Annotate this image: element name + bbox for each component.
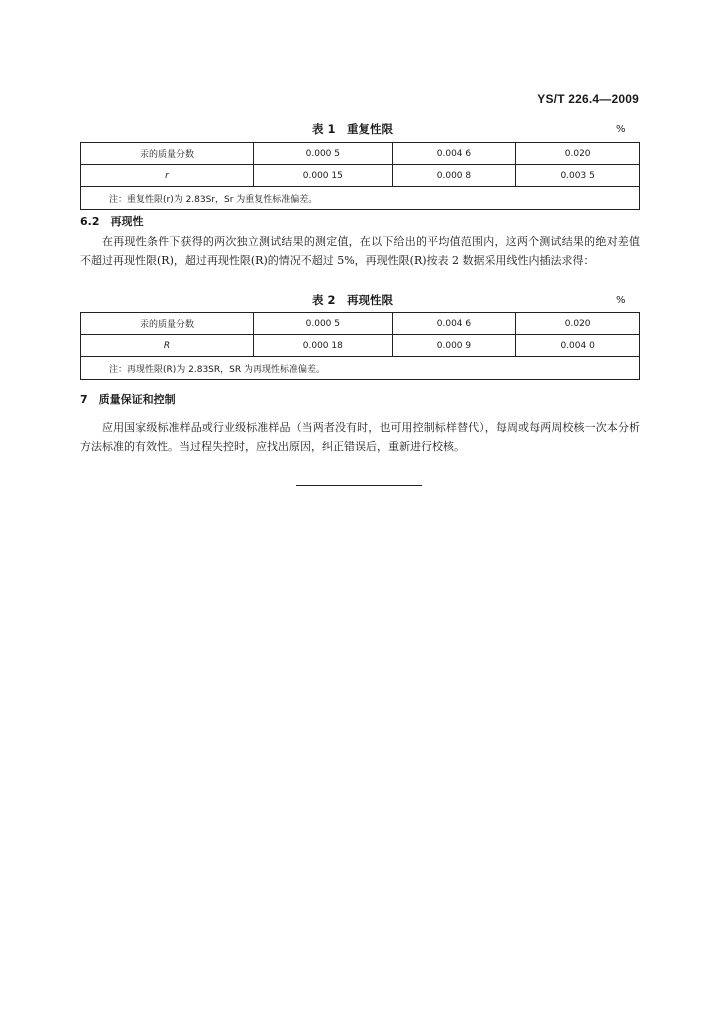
section-6-2-heading: 6.2 再现性	[80, 215, 144, 228]
table-cell: 0.000 5	[254, 143, 393, 165]
table-note-row	[81, 187, 640, 210]
table-cell: 0.020	[516, 143, 640, 165]
table1-caption: 表 1 重复性限	[311, 122, 393, 136]
reproducibility-table	[80, 312, 640, 380]
table-cell: 0.003 5	[516, 165, 640, 187]
table-cell: 0.000 18	[254, 335, 393, 357]
table2-note: 注：再现性限(R)为 2.83SR，SR 为再现性标准偏差。	[81, 357, 640, 380]
table-cell: 0.000 8	[392, 165, 516, 187]
table-cell: 0.000 5	[254, 313, 393, 335]
table2-caption: 表 2 再现性限	[311, 293, 393, 307]
section-6-2-paragraph	[80, 232, 640, 270]
table-cell: 0.004 6	[392, 143, 516, 165]
table-cell: 汞的质量分数	[81, 313, 254, 335]
table2-unit: %	[616, 295, 626, 306]
end-rule	[296, 485, 422, 486]
table-cell: 0.000 15	[254, 165, 393, 187]
standard-code: YS/T 226.4—2009	[537, 92, 639, 106]
table-row	[81, 313, 640, 335]
section-7-heading: 7 质量保证和控制	[80, 393, 176, 406]
table-cell: 0.000 9	[392, 335, 516, 357]
table-cell: R	[81, 335, 254, 357]
repeatability-table	[80, 142, 640, 210]
table-row	[81, 165, 640, 187]
table1-unit: %	[616, 124, 626, 135]
table-row	[81, 335, 640, 357]
table-row	[81, 143, 640, 165]
table-cell: r	[81, 165, 254, 187]
table-cell: 0.020	[516, 313, 640, 335]
table1-note: 注：重复性限(r)为 2.83Sr，Sr 为重复性标准偏差。	[81, 187, 640, 210]
table-note-row	[81, 357, 640, 380]
section-7-paragraph	[80, 418, 640, 456]
section-6-2-text: 在再现性条件下获得的两次独立测试结果的测定值，在以下给出的平均值范围内，这两个测试结果的绝对差值不超过再现性限(R)，超过再现性限(R)的情况不超过 5%，再现性限(R)按表 2 数据采用线性内插法求得：	[80, 235, 640, 267]
table-cell: 0.004 6	[392, 313, 516, 335]
section-7-text: 应用国家级标准样品或行业级标准样品（当两者没有时，也可用控制标样替代），每周或每两周校核一次本分析方法标准的有效性。当过程失控时，应找出原因，纠正错误后，重新进行校核。	[80, 421, 640, 453]
table-cell: 汞的质量分数	[81, 143, 254, 165]
table-cell: 0.004 0	[516, 335, 640, 357]
